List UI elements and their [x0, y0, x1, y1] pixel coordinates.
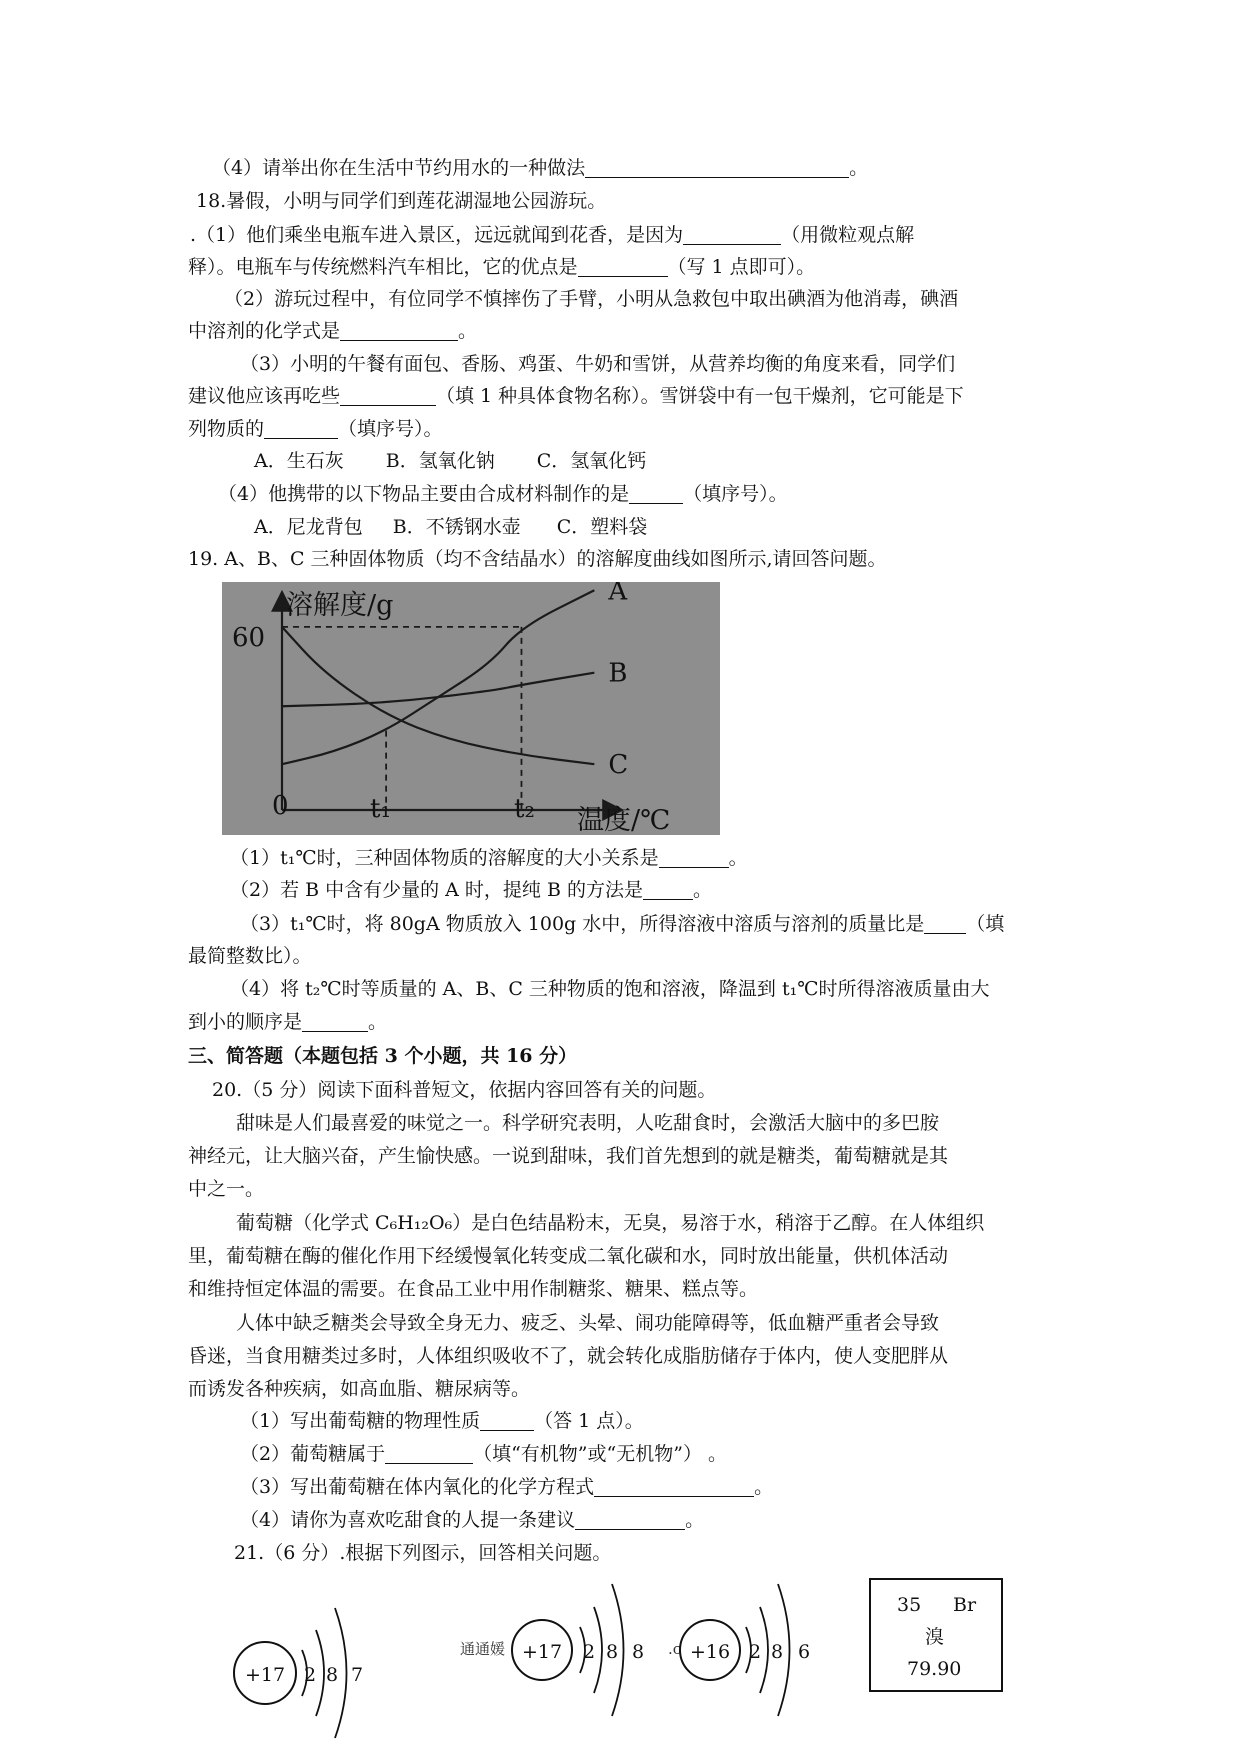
q18-sub3-options — [254, 446, 646, 476]
element-name: 溴 — [925, 1626, 945, 1648]
q20-sub3: （3）写出葡萄糖在体内氧化的化学方程式 。 — [240, 1476, 774, 1498]
series-label-a: A — [608, 582, 628, 607]
option-c: C．塑料袋 — [556, 516, 648, 538]
atom-diagram-3 — [668, 1562, 838, 1732]
option-c: C．氢氧化钙 — [536, 450, 647, 472]
answer-blank[interactable] — [340, 318, 458, 341]
q18-sub3-line3: 列物质的 （填序号）。 — [188, 418, 443, 440]
q18-sub4-options — [254, 512, 647, 542]
shell-electrons: 8 — [631, 1641, 645, 1663]
solubility-curve-chart — [222, 582, 720, 835]
watermark-tail: .c — [668, 1640, 682, 1658]
q18-sub3-line2: 建议他应该再吃些 （填 1 种具体食物名称）。雪饼袋中有一包干燥剂，它可能是下 — [188, 385, 964, 407]
answer-blank[interactable] — [264, 416, 338, 439]
q21-stem: 21.（6 分）.根据下列图示，回答相关问题。 — [234, 1542, 612, 1564]
q19-sub3-line2: 最简整数比）。 — [188, 945, 312, 967]
nucleus-charge: +16 — [689, 1641, 731, 1663]
shell-electrons: 7 — [350, 1664, 364, 1686]
q20-p2-line2: 里，葡萄糖在酶的催化作用下经缓慢氧化转变成二氧化碳和水，同时放出能量，供机体活动 — [188, 1245, 949, 1267]
x-tick-0: 0 — [272, 791, 289, 821]
series-label-b: B — [608, 658, 628, 689]
q19-sub1: （1）t₁℃时，三种固体物质的溶解度的大小关系是 。 — [230, 847, 748, 869]
y-axis-label: 溶解度/g — [286, 590, 394, 621]
answer-blank[interactable] — [643, 877, 693, 900]
watermark-text: 通通媛 — [460, 1640, 506, 1658]
q20-p3-line2: 昏迷，当食用糖类过多时，人体组织吸收不了，就会转化成脂肪储存于体内，使人变肥胖从 — [188, 1345, 949, 1367]
atomic-mass: 79.90 — [907, 1658, 962, 1680]
answer-blank[interactable] — [594, 1474, 754, 1497]
shell-electrons: 2 — [582, 1641, 596, 1663]
x-axis-label: 温度/℃ — [577, 805, 671, 835]
answer-blank[interactable] — [302, 1009, 368, 1032]
q18-sub1-line2: 释）。电瓶车与传统燃料汽车相比，它的优点是 （写 1 点即可）。 — [188, 256, 816, 278]
q20-sub2: （2）葡萄糖属于 （填“有机物”或“无机物”） 。 — [240, 1443, 727, 1465]
q18-stem: 18.暑假，小明与同学们到莲花湖湿地公园游玩。 — [196, 190, 607, 212]
q20-sub1: （1）写出葡萄糖的物理性质 （答 1 点）。 — [240, 1410, 644, 1432]
q20-sub4: （4）请你为喜欢吃甜食的人提一条建议 。 — [240, 1509, 705, 1531]
q20-stem: 20.（5 分）阅读下面科普短文，依据内容回答有关的问题。 — [212, 1079, 717, 1101]
answer-blank[interactable] — [340, 383, 436, 406]
answer-blank[interactable] — [924, 911, 966, 934]
q20-p1-line2: 神经元，让大脑兴奋，产生愉快感。一说到甜味，我们首先想到的就是糖类，葡萄糖就是其 — [188, 1145, 949, 1167]
answer-blank[interactable] — [585, 155, 849, 178]
atom-diagram-1 — [220, 1578, 390, 1748]
q20-p3-line3: 而诱发各种疾病，如高血脂、糖尿病等。 — [188, 1378, 531, 1400]
nucleus-charge: +17 — [521, 1641, 563, 1663]
x-tick-t2: t₂ — [514, 794, 535, 824]
answer-blank[interactable] — [575, 1507, 685, 1530]
curve-b — [282, 673, 594, 707]
q18-sub2-line2: 中溶剂的化学式是 。 — [188, 320, 478, 342]
q19-sub2: （2）若 B 中含有少量的 A 时，提纯 B 的方法是 。 — [230, 879, 712, 901]
answer-blank[interactable] — [659, 845, 729, 868]
element-symbol: Br — [953, 1594, 977, 1616]
q19-sub4-line2: 到小的顺序是 。 — [188, 1011, 388, 1033]
y-tick-60: 60 — [232, 623, 266, 653]
q18-sub2-line1: （2）游玩过程中，有位同学不慎摔伤了手臂，小明从急救包中取出碘酒为他消毒，碘酒 — [224, 288, 959, 310]
q18-sub4: （4）他携带的以下物品主要由合成材料制作的是 （填序号）。 — [218, 483, 788, 505]
option-a: A．生石灰 — [254, 450, 344, 472]
atom-diagram-2 — [500, 1562, 670, 1732]
q19-stem: 19. A、B、C 三种固体物质（均不含结晶水）的溶解度曲线如图所示,请回答问题。 — [188, 548, 887, 570]
shell-electrons: 2 — [303, 1664, 317, 1686]
x-tick-t1: t₁ — [370, 794, 391, 824]
answer-blank[interactable] — [578, 254, 668, 277]
shell-electrons: 6 — [797, 1641, 811, 1663]
atomic-number: 35 — [897, 1594, 922, 1616]
q20-p3-line1: 人体中缺乏糖类会导致全身无力、疲乏、头晕、闹功能障碍等，低血糖严重者会导致 — [236, 1312, 940, 1334]
q17-sub4: （4）请举出你在生活中节约用水的一种做法 。 — [212, 157, 869, 179]
q20-p1-line1: 甜味是人们最喜爱的味觉之一。科学研究表明，人吃甜食时，会激活大脑中的多巴胺 — [236, 1112, 940, 1134]
answer-blank[interactable] — [629, 481, 683, 504]
shell-electrons: 8 — [325, 1664, 339, 1686]
option-a: A．尼龙背包 — [254, 516, 363, 538]
series-label-c: C — [608, 750, 629, 781]
periodic-element-box — [869, 1578, 1003, 1692]
q20-p1-line3: 中之一。 — [188, 1178, 265, 1200]
curve-c — [282, 627, 594, 764]
q19-sub3-line1: （3）t₁℃时，将 80gA 物质放入 100g 水中，所得溶液中溶质与溶剂的质量比是 （填 — [240, 913, 1005, 935]
shell-electrons: 8 — [770, 1641, 784, 1663]
q19-sub4-line1: （4）将 t₂℃时等质量的 A、B、C 三种物质的饱和溶液，降温到 t₁℃时所得溶液质量由大 — [230, 978, 990, 1000]
nucleus-charge: +17 — [244, 1664, 286, 1686]
q18-sub3-line1: （3）小明的午餐有面包、香肠、鸡蛋、牛奶和雪饼，从营养均衡的角度来看，同学们 — [240, 353, 956, 375]
section-3-title: 三、简答题（本题包括 3 个小题，共 16 分） — [188, 1045, 578, 1067]
q20-p2-line3: 和维持恒定体温的需要。在食品工业中用作制糖浆、糖果、糕点等。 — [188, 1278, 759, 1300]
answer-blank[interactable] — [683, 222, 781, 245]
option-b: B．氢氧化钠 — [385, 450, 495, 472]
option-b: B．不锈钢水壶 — [392, 516, 521, 538]
shell-electrons: 2 — [748, 1641, 762, 1663]
answer-blank[interactable] — [385, 1441, 473, 1464]
shell-electrons: 8 — [605, 1641, 619, 1663]
q18-sub1-line1: .（1）他们乘坐电瓶车进入景区，远远就闻到花香，是因为 （用微粒观点解 — [190, 224, 915, 246]
answer-blank[interactable] — [480, 1408, 534, 1431]
q20-p2-line1: 葡萄糖（化学式 C₆H₁₂O₆）是白色结晶粉末，无臭，易溶于水，稍溶于乙醇。在人体组织 — [236, 1212, 985, 1234]
